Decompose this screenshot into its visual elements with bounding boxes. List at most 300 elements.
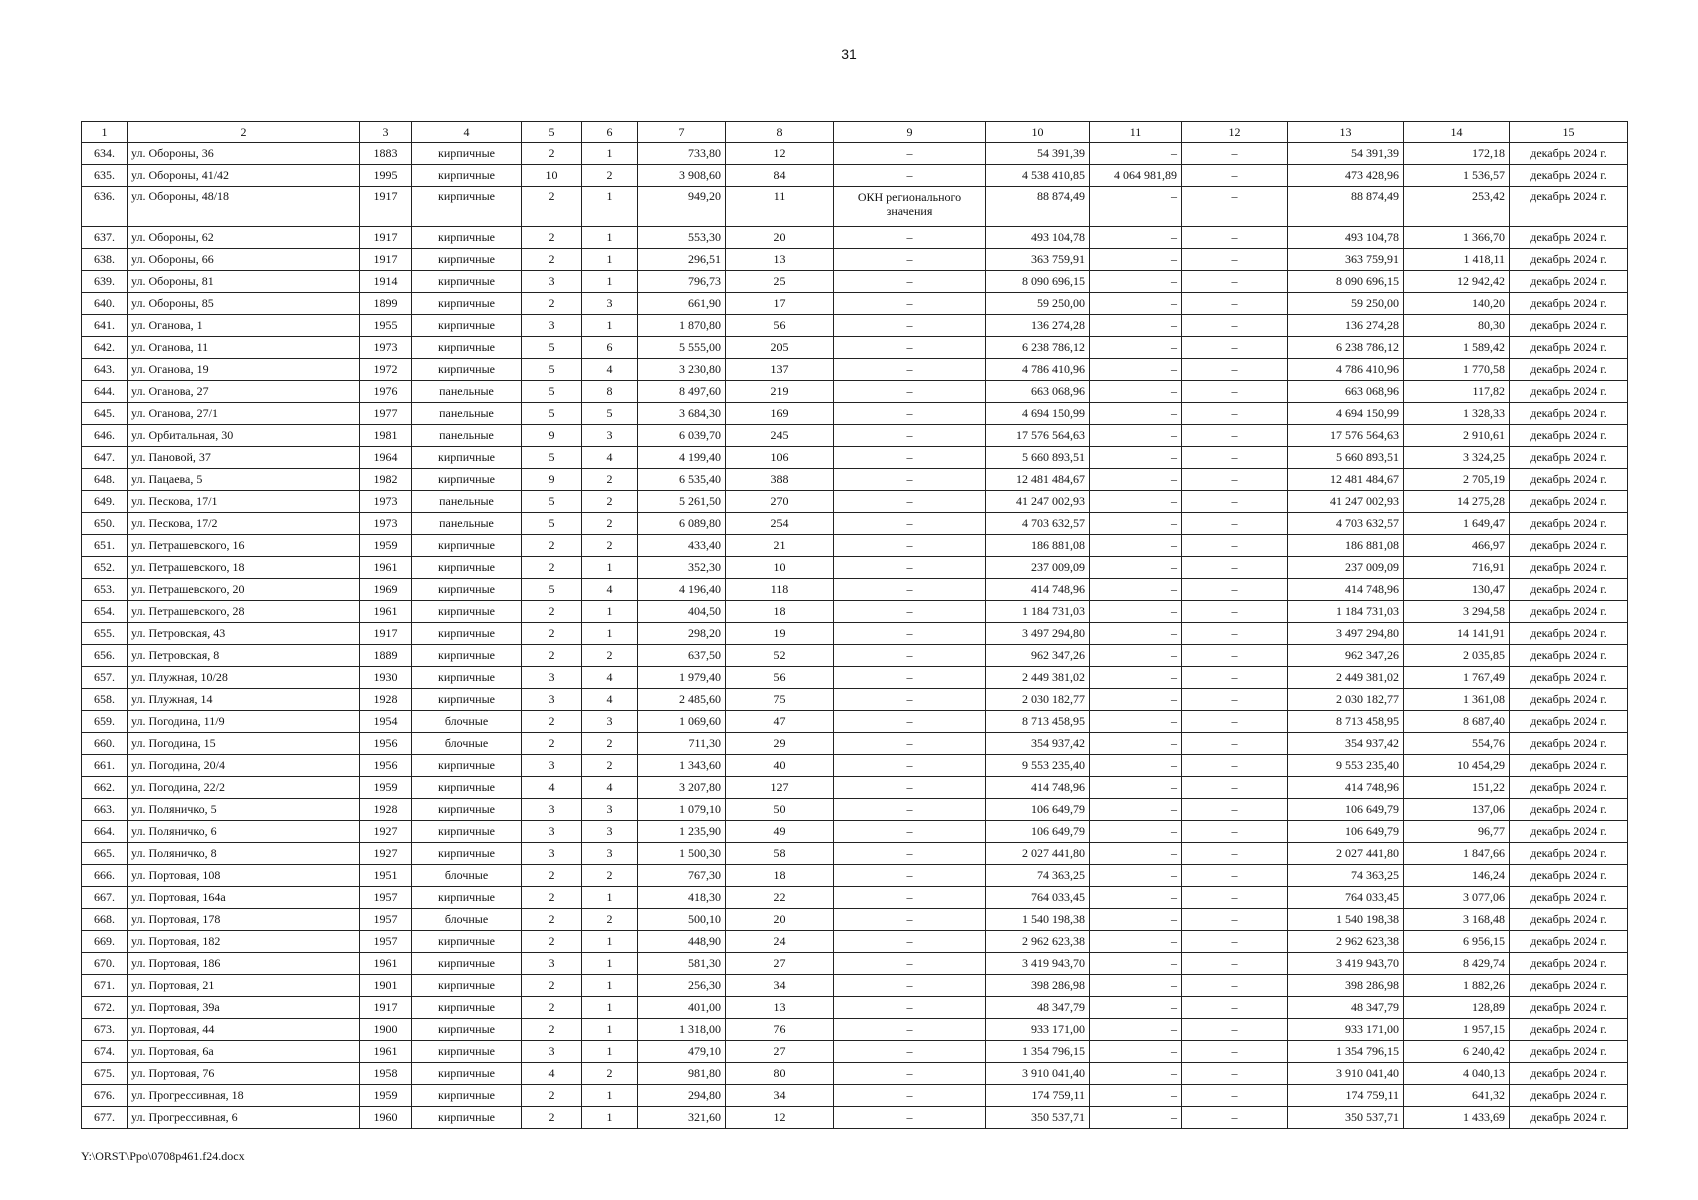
cell-wall-material: кирпичные [412,1019,522,1041]
cell-fund-cost: – [1090,645,1182,667]
table-row [82,887,1628,909]
cell-wall-material: панельные [412,425,522,447]
cell-fund-cost: – [1090,513,1182,535]
cell-fund-cost: – [1090,337,1182,359]
cell-fund-cost: – [1090,579,1182,601]
cell-deadline: декабрь 2024 г. [1510,975,1628,997]
cell-area: 553,30 [638,227,726,249]
cell-total-cost: 2 027 441,80 [986,843,1090,865]
cell-residents: 245 [726,425,834,447]
cell-row-number: 650. [82,513,128,535]
cell-residents: 34 [726,975,834,997]
cell-area: 711,30 [638,733,726,755]
cell-other-cost: – [1182,733,1288,755]
cell-row-number: 651. [82,535,128,557]
table-row [82,975,1628,997]
cell-area: 1 979,40 [638,667,726,689]
cell-wall-material: кирпичные [412,975,522,997]
cell-total-cost: 237 009,09 [986,557,1090,579]
cell-build-year: 1973 [360,337,412,359]
cell-wall-material: кирпичные [412,315,522,337]
table-row [82,997,1628,1019]
cell-heritage-status: – [834,227,986,249]
cell-build-year: 1954 [360,711,412,733]
cell-deadline: декабрь 2024 г. [1510,469,1628,491]
cell-wall-material: кирпичные [412,579,522,601]
cell-address: ул. Прогрессивная, 6 [128,1107,360,1129]
cell-heritage-status: – [834,1019,986,1041]
cell-floors: 5 [522,447,582,469]
table-row [82,557,1628,579]
cell-deadline: декабрь 2024 г. [1510,293,1628,315]
cell-residents: 127 [726,777,834,799]
cell-area: 1 079,10 [638,799,726,821]
cell-owner-cost: 59 250,00 [1288,293,1404,315]
table-row [82,931,1628,953]
cell-other-cost: – [1182,1063,1288,1085]
cell-wall-material: кирпичные [412,1063,522,1085]
cell-wall-material: кирпичные [412,187,522,227]
cell-owner-cost: 1 354 796,15 [1288,1041,1404,1063]
cell-row-number: 647. [82,447,128,469]
cell-residents: 169 [726,403,834,425]
cell-residents: 40 [726,755,834,777]
cell-address: ул. Портовая, 108 [128,865,360,887]
cell-other-cost: – [1182,1107,1288,1129]
cell-address: ул. Обороны, 66 [128,249,360,271]
cell-cost-per-m2: 3 077,06 [1404,887,1510,909]
cell-total-cost: 4 694 150,99 [986,403,1090,425]
cell-entrances: 4 [582,579,638,601]
cell-address: ул. Петровская, 43 [128,623,360,645]
cell-entrances: 1 [582,557,638,579]
cell-wall-material: кирпичные [412,1107,522,1129]
cell-deadline: декабрь 2024 г. [1510,535,1628,557]
cell-residents: 17 [726,293,834,315]
cell-total-cost: 3 419 943,70 [986,953,1090,975]
table-row [82,777,1628,799]
cell-row-number: 668. [82,909,128,931]
cell-entrances: 4 [582,447,638,469]
cell-other-cost: – [1182,1019,1288,1041]
cell-residents: 21 [726,535,834,557]
cell-row-number: 672. [82,997,128,1019]
cell-floors: 10 [522,165,582,187]
cell-heritage-status: – [834,975,986,997]
cell-address: ул. Петрашевского, 18 [128,557,360,579]
cell-address: ул. Погодина, 15 [128,733,360,755]
cell-fund-cost: – [1090,711,1182,733]
cell-cost-per-m2: 2 705,19 [1404,469,1510,491]
column-header-13: 13 [1288,122,1404,143]
cell-area: 733,80 [638,143,726,165]
cell-area: 5 261,50 [638,491,726,513]
cell-row-number: 643. [82,359,128,381]
cell-address: ул. Прогрессивная, 18 [128,1085,360,1107]
cell-fund-cost: – [1090,953,1182,975]
cell-address: ул. Оганова, 11 [128,337,360,359]
cell-cost-per-m2: 1 847,66 [1404,843,1510,865]
cell-residents: 27 [726,1041,834,1063]
cell-build-year: 1976 [360,381,412,403]
cell-wall-material: кирпичные [412,777,522,799]
cell-heritage-status: – [834,425,986,447]
cell-area: 981,80 [638,1063,726,1085]
cell-residents: 118 [726,579,834,601]
cell-owner-cost: 933 171,00 [1288,1019,1404,1041]
cell-residents: 29 [726,733,834,755]
table-row [82,689,1628,711]
cell-row-number: 649. [82,491,128,513]
cell-entrances: 3 [582,843,638,865]
cell-floors: 2 [522,975,582,997]
cell-build-year: 1928 [360,799,412,821]
cell-other-cost: – [1182,425,1288,447]
cell-address: ул. Петровская, 8 [128,645,360,667]
cell-deadline: декабрь 2024 г. [1510,799,1628,821]
cell-entrances: 2 [582,733,638,755]
cell-address: ул. Портовая, 182 [128,931,360,953]
cell-cost-per-m2: 554,76 [1404,733,1510,755]
cell-entrances: 3 [582,821,638,843]
cell-residents: 56 [726,315,834,337]
cell-total-cost: 4 786 410,96 [986,359,1090,381]
cell-entrances: 2 [582,865,638,887]
cell-build-year: 1901 [360,975,412,997]
cell-build-year: 1914 [360,271,412,293]
cell-residents: 137 [726,359,834,381]
housing-repair-table [81,121,1628,1129]
cell-owner-cost: 237 009,09 [1288,557,1404,579]
cell-heritage-status: – [834,843,986,865]
cell-floors: 2 [522,865,582,887]
cell-deadline: декабрь 2024 г. [1510,667,1628,689]
cell-residents: 34 [726,1085,834,1107]
cell-entrances: 2 [582,909,638,931]
cell-row-number: 646. [82,425,128,447]
cell-cost-per-m2: 3 324,25 [1404,447,1510,469]
column-header-5: 5 [522,122,582,143]
column-header-1: 1 [82,122,128,143]
cell-entrances: 1 [582,1107,638,1129]
file-path-footer: Y:\ORST\Ppo\0708p461.f24.docx [81,1149,245,1163]
cell-residents: 58 [726,843,834,865]
cell-owner-cost: 2 027 441,80 [1288,843,1404,865]
cell-cost-per-m2: 140,20 [1404,293,1510,315]
cell-deadline: декабрь 2024 г. [1510,865,1628,887]
cell-owner-cost: 4 703 632,57 [1288,513,1404,535]
cell-residents: 80 [726,1063,834,1085]
cell-heritage-status: ОКН регионального значения [834,187,986,227]
cell-area: 661,90 [638,293,726,315]
cell-wall-material: кирпичные [412,667,522,689]
cell-cost-per-m2: 151,22 [1404,777,1510,799]
cell-wall-material: кирпичные [412,143,522,165]
cell-cost-per-m2: 130,47 [1404,579,1510,601]
cell-other-cost: – [1182,513,1288,535]
cell-floors: 2 [522,293,582,315]
cell-total-cost: 74 363,25 [986,865,1090,887]
cell-floors: 4 [522,777,582,799]
cell-total-cost: 6 238 786,12 [986,337,1090,359]
cell-area: 1 235,90 [638,821,726,843]
cell-other-cost: – [1182,975,1288,997]
cell-deadline: декабрь 2024 г. [1510,165,1628,187]
cell-owner-cost: 962 347,26 [1288,645,1404,667]
table-row [82,909,1628,931]
cell-wall-material: блочные [412,733,522,755]
cell-entrances: 4 [582,667,638,689]
cell-entrances: 2 [582,645,638,667]
cell-other-cost: – [1182,887,1288,909]
cell-area: 3 207,80 [638,777,726,799]
table-row [82,469,1628,491]
cell-owner-cost: 1 184 731,03 [1288,601,1404,623]
cell-cost-per-m2: 1 361,08 [1404,689,1510,711]
cell-owner-cost: 2 030 182,77 [1288,689,1404,711]
cell-floors: 3 [522,667,582,689]
cell-row-number: 648. [82,469,128,491]
cell-build-year: 1959 [360,777,412,799]
cell-floors: 3 [522,953,582,975]
cell-entrances: 1 [582,997,638,1019]
column-header-11: 11 [1090,122,1182,143]
cell-deadline: декабрь 2024 г. [1510,337,1628,359]
cell-address: ул. Погодина, 20/4 [128,755,360,777]
cell-wall-material: кирпичные [412,535,522,557]
cell-owner-cost: 8 713 458,95 [1288,711,1404,733]
column-header-6: 6 [582,122,638,143]
cell-total-cost: 8 713 458,95 [986,711,1090,733]
cell-residents: 24 [726,931,834,953]
page-number: 31 [841,46,857,62]
cell-wall-material: кирпичные [412,689,522,711]
cell-fund-cost: – [1090,1085,1182,1107]
cell-deadline: декабрь 2024 г. [1510,931,1628,953]
cell-deadline: декабрь 2024 г. [1510,579,1628,601]
cell-total-cost: 663 068,96 [986,381,1090,403]
cell-area: 294,80 [638,1085,726,1107]
table-row [82,667,1628,689]
cell-deadline: декабрь 2024 г. [1510,1041,1628,1063]
cell-floors: 2 [522,1107,582,1129]
cell-fund-cost: – [1090,293,1182,315]
cell-floors: 2 [522,143,582,165]
cell-fund-cost: – [1090,1041,1182,1063]
cell-area: 296,51 [638,249,726,271]
cell-row-number: 637. [82,227,128,249]
cell-floors: 3 [522,315,582,337]
cell-cost-per-m2: 1 767,49 [1404,667,1510,689]
cell-build-year: 1956 [360,733,412,755]
cell-area: 448,90 [638,931,726,953]
cell-deadline: декабрь 2024 г. [1510,403,1628,425]
cell-row-number: 660. [82,733,128,755]
cell-other-cost: – [1182,469,1288,491]
cell-floors: 2 [522,887,582,909]
cell-address: ул. Орбитальная, 30 [128,425,360,447]
cell-residents: 270 [726,491,834,513]
cell-floors: 2 [522,187,582,227]
cell-entrances: 2 [582,165,638,187]
cell-cost-per-m2: 3 294,58 [1404,601,1510,623]
cell-fund-cost: – [1090,491,1182,513]
cell-fund-cost: – [1090,887,1182,909]
cell-floors: 2 [522,249,582,271]
cell-heritage-status: – [834,165,986,187]
cell-deadline: декабрь 2024 г. [1510,227,1628,249]
cell-total-cost: 3 910 041,40 [986,1063,1090,1085]
cell-heritage-status: – [834,249,986,271]
cell-deadline: декабрь 2024 г. [1510,491,1628,513]
cell-other-cost: – [1182,623,1288,645]
cell-floors: 2 [522,557,582,579]
cell-heritage-status: – [834,491,986,513]
cell-fund-cost: – [1090,733,1182,755]
cell-wall-material: кирпичные [412,931,522,953]
cell-row-number: 636. [82,187,128,227]
cell-other-cost: – [1182,579,1288,601]
cell-entrances: 6 [582,337,638,359]
cell-other-cost: – [1182,821,1288,843]
cell-floors: 5 [522,359,582,381]
cell-heritage-status: – [834,777,986,799]
table-row [82,249,1628,271]
cell-floors: 5 [522,403,582,425]
cell-heritage-status: – [834,733,986,755]
cell-deadline: декабрь 2024 г. [1510,143,1628,165]
column-header-7: 7 [638,122,726,143]
cell-row-number: 663. [82,799,128,821]
cell-area: 321,60 [638,1107,726,1129]
cell-cost-per-m2: 137,06 [1404,799,1510,821]
cell-cost-per-m2: 1 433,69 [1404,1107,1510,1129]
cell-fund-cost: – [1090,535,1182,557]
cell-build-year: 1957 [360,887,412,909]
cell-other-cost: – [1182,271,1288,293]
cell-heritage-status: – [834,953,986,975]
cell-build-year: 1883 [360,143,412,165]
cell-heritage-status: – [834,997,986,1019]
cell-other-cost: – [1182,755,1288,777]
cell-owner-cost: 363 759,91 [1288,249,1404,271]
cell-cost-per-m2: 3 168,48 [1404,909,1510,931]
cell-cost-per-m2: 8 687,40 [1404,711,1510,733]
cell-fund-cost: – [1090,909,1182,931]
table-row [82,535,1628,557]
column-header-14: 14 [1404,122,1510,143]
cell-area: 404,50 [638,601,726,623]
table-row [82,165,1628,187]
cell-residents: 22 [726,887,834,909]
cell-owner-cost: 473 428,96 [1288,165,1404,187]
cell-area: 401,00 [638,997,726,1019]
cell-floors: 2 [522,733,582,755]
cell-total-cost: 2 449 381,02 [986,667,1090,689]
cell-other-cost: – [1182,865,1288,887]
cell-wall-material: кирпичные [412,887,522,909]
cell-area: 637,50 [638,645,726,667]
cell-area: 6 039,70 [638,425,726,447]
cell-row-number: 664. [82,821,128,843]
cell-address: ул. Портовая, 21 [128,975,360,997]
cell-residents: 205 [726,337,834,359]
cell-address: ул. Поляничко, 6 [128,821,360,843]
column-header-15: 15 [1510,122,1628,143]
cell-fund-cost: – [1090,557,1182,579]
cell-wall-material: кирпичные [412,1085,522,1107]
cell-residents: 20 [726,227,834,249]
table-row [82,733,1628,755]
cell-fund-cost: – [1090,381,1182,403]
cell-total-cost: 962 347,26 [986,645,1090,667]
cell-total-cost: 9 553 235,40 [986,755,1090,777]
cell-wall-material: панельные [412,381,522,403]
cell-other-cost: – [1182,1085,1288,1107]
cell-total-cost: 41 247 002,93 [986,491,1090,513]
cell-row-number: 639. [82,271,128,293]
cell-total-cost: 493 104,78 [986,227,1090,249]
cell-deadline: декабрь 2024 г. [1510,1063,1628,1085]
cell-other-cost: – [1182,359,1288,381]
cell-cost-per-m2: 4 040,13 [1404,1063,1510,1085]
cell-floors: 2 [522,227,582,249]
cell-entrances: 1 [582,1085,638,1107]
cell-build-year: 1957 [360,909,412,931]
cell-build-year: 1973 [360,513,412,535]
cell-entrances: 2 [582,469,638,491]
cell-owner-cost: 12 481 484,67 [1288,469,1404,491]
table-row [82,381,1628,403]
cell-build-year: 1959 [360,535,412,557]
cell-address: ул. Поляничко, 8 [128,843,360,865]
cell-fund-cost: – [1090,689,1182,711]
header-row [82,122,1628,143]
cell-owner-cost: 186 881,08 [1288,535,1404,557]
cell-wall-material: кирпичные [412,645,522,667]
cell-entrances: 1 [582,975,638,997]
table-row [82,359,1628,381]
cell-owner-cost: 8 090 696,15 [1288,271,1404,293]
cell-owner-cost: 106 649,79 [1288,821,1404,843]
cell-owner-cost: 9 553 235,40 [1288,755,1404,777]
cell-residents: 18 [726,865,834,887]
cell-address: ул. Портовая, 164а [128,887,360,909]
cell-address: ул. Оганова, 27/1 [128,403,360,425]
cell-owner-cost: 3 910 041,40 [1288,1063,1404,1085]
cell-floors: 2 [522,997,582,1019]
cell-deadline: декабрь 2024 г. [1510,953,1628,975]
cell-row-number: 658. [82,689,128,711]
cell-area: 1 500,30 [638,843,726,865]
table-row [82,711,1628,733]
table-row [82,337,1628,359]
cell-heritage-status: – [834,579,986,601]
cell-address: ул. Обороны, 62 [128,227,360,249]
cell-wall-material: панельные [412,403,522,425]
cell-address: ул. Обороны, 36 [128,143,360,165]
cell-deadline: декабрь 2024 г. [1510,381,1628,403]
cell-other-cost: – [1182,843,1288,865]
cell-residents: 20 [726,909,834,931]
table-row [82,579,1628,601]
cell-wall-material: кирпичные [412,447,522,469]
cell-fund-cost: – [1090,403,1182,425]
cell-build-year: 1961 [360,557,412,579]
cell-fund-cost: – [1090,1107,1182,1129]
cell-deadline: декабрь 2024 г. [1510,513,1628,535]
cell-floors: 2 [522,535,582,557]
